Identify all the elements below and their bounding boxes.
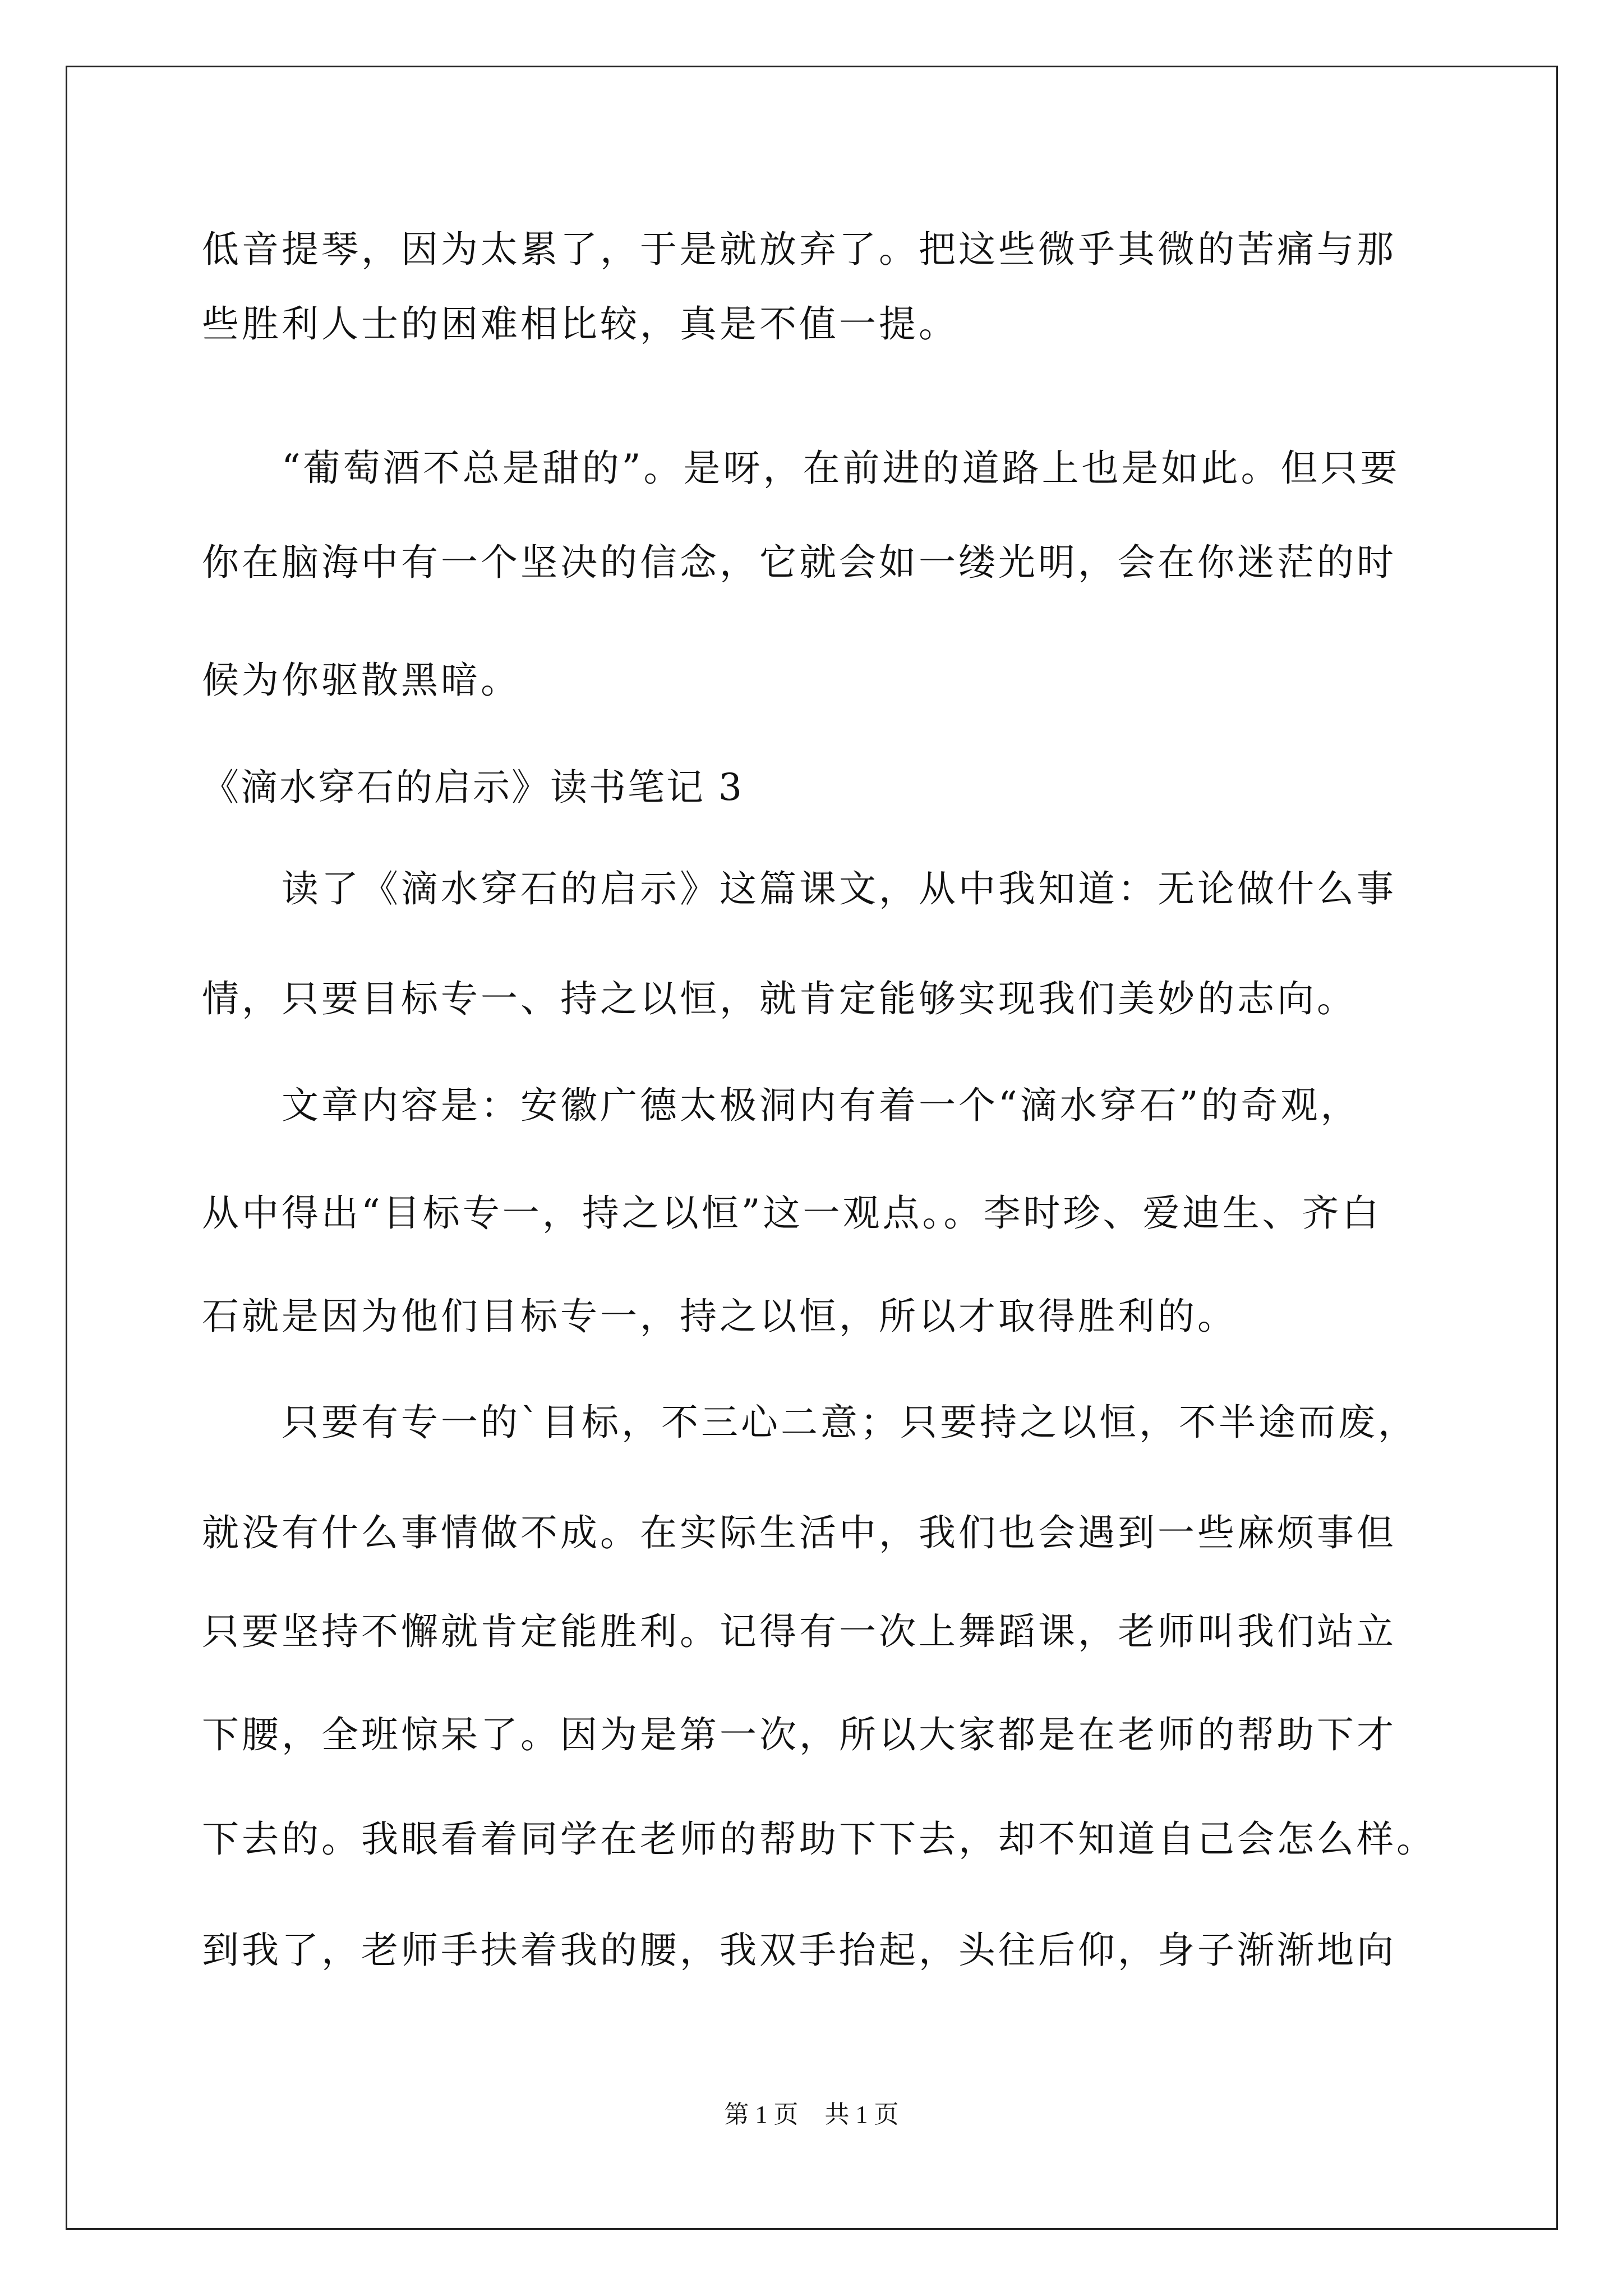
text-line: 石就是因为他们目标专一，持之以恒，所以才取得胜利的。 [202, 1295, 1237, 1338]
text-line: “葡萄酒不总是甜的”。是呀，在前进的道路上也是如此。但只要 [282, 447, 1400, 490]
text-line: 下腰，全班惊呆了。因为是第一次，所以大家都是在老师的帮助下才 [202, 1713, 1396, 1756]
text-line: 下去的。我眼看着同学在老师的帮助下下去，却不知道自己会怎么样。 [202, 1818, 1436, 1861]
text-line: 情，只要目标专一、持之以恒，就肯定能够实现我们美妙的志向。 [202, 977, 1357, 1020]
text-line: 些胜利人士的困难相比较，真是不值一提。 [202, 302, 958, 346]
page-number: 第 1 页 [724, 2101, 799, 2128]
text-line: 读了《滴水穿石的启示》这篇课文，从中我知道：无论做什么事 [282, 867, 1396, 910]
text-line: 到我了，老师手扶着我的腰，我双手抬起，头往后仰，身子渐渐地向 [202, 1929, 1396, 1972]
page-total: 共 1 页 [824, 2101, 899, 2128]
section-heading: 《滴水穿石的启示》读书笔记 3 [202, 766, 744, 809]
text-line: 候为你驱散黑暗。 [202, 659, 520, 702]
text-line: 低音提琴，因为太累了，于是就放弃了。把这些微乎其微的苦痛与那 [202, 228, 1396, 271]
page-frame [66, 66, 1558, 2230]
text-line: 只要有专一的`目标，不三心二意；只要持之以恒，不半途而废， [282, 1401, 1418, 1444]
text-line: 从中得出“目标专一，持之以恒”这一观点。。李时珍、爱迪生、齐白 [202, 1191, 1382, 1235]
text-line: 文章内容是：安徽广德太极洞内有着一个“滴水穿石”的奇观， [282, 1084, 1361, 1127]
text-line: 就没有什么事情做不成。在实际生活中，我们也会遇到一些麻烦事但 [202, 1511, 1396, 1554]
text-line: 你在脑海中有一个坚决的信念，它就会如一缕光明，会在你迷茫的时 [202, 541, 1396, 584]
page-footer [0, 2098, 1623, 2132]
text-line: 只要坚持不懈就肯定能胜利。记得有一次上舞蹈课，老师叫我们站立 [202, 1610, 1396, 1653]
